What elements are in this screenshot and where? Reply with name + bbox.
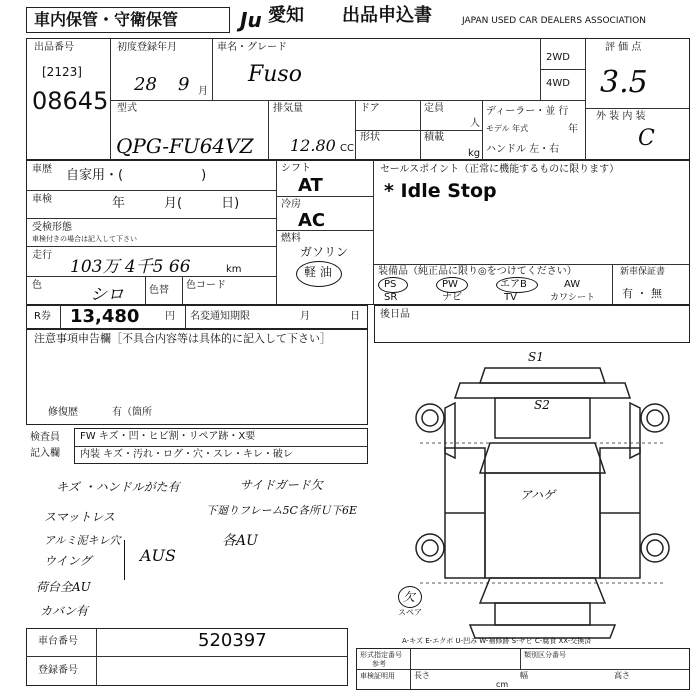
repair-value: 有（箇所 [112,407,152,418]
cert-label: 車検証明用 [360,672,395,680]
notes-label: 注意事項申告欄［不具合内容等は具体的に記入して下さい］ [34,332,331,345]
hw-note-5: アルミ泥キレ穴 [44,534,121,547]
ext-int-label: 外 装 内 装 [596,111,646,122]
cc-unit: CC [340,143,354,154]
rear-seal-box [374,305,690,343]
color-value: シロ [90,285,124,305]
damage-legend: A-キズ E-エクボ U-凹み W-補修跡 S-サビ C-腐食 XX-交換済 [402,637,592,645]
sales-point-label: セールスポイント（正常に機能するものに限ります） [380,164,620,175]
lot-number: 08645 [32,87,109,115]
shift-label: シフト [281,163,311,174]
length-label: 長さ [414,671,430,680]
mileage-value: 103万 4千5 66 [70,257,191,277]
fuel-value: ガソリン [300,245,349,259]
year-unit: 年 [568,124,578,135]
damage-mark-s2: S2 [534,398,550,412]
score-value: 3.5 [600,65,648,100]
fuel-label: 燃料 [281,233,301,244]
recycle-value: 13,480 [70,306,140,327]
equip-tv: TV [504,292,517,303]
load-label: 積載 [424,132,444,143]
inspector-row-2: 内装 キズ・汚れ・ログ・穴・スレ・キレ・破レ [80,449,293,460]
person-unit: 人 [470,118,480,129]
hw-note-3: スマットレス [44,510,115,524]
hw-bracket [124,540,133,580]
category-label: 類別区分番号 [524,651,566,659]
rear-seal-label: 後日品 [380,309,410,320]
repair-label: 修復歴 [48,407,78,418]
color-code-label: 色コード [186,280,226,291]
lot-label: 出品番号 [34,42,74,53]
displacement-value: 12.80 [290,136,336,155]
mileage-label: 走行 [32,250,52,261]
nc-month-unit: 月 [300,311,310,322]
first-reg-month: 9 [178,74,190,95]
shift-value: AT [298,175,323,196]
reg-label: 登録番号 [38,665,78,676]
airbag-circle [496,277,538,293]
shape-label: 形状 [360,132,380,143]
hw-note-6: 各AU [222,533,258,549]
handle-label: ハンドル 左・右 [486,144,560,155]
color-label: 色 [32,280,42,291]
chassis-label: 車台番号 [38,636,78,647]
form-label: 受検形態 [32,222,72,233]
inspector-row-1: FW キズ・凹・ヒビ割・リペア跡・X要 [80,431,256,442]
inspector-section [26,428,368,464]
ju-logo: Ju [240,8,262,32]
cm-unit: cm [496,680,509,689]
sales-point-value: * Idle Stop [384,180,497,202]
nc-day-unit: 日 [350,311,360,322]
hw-note-1: キズ ・ハンドルがた有 [56,480,180,494]
first-reg-year: 28 [134,74,157,95]
equip-sr: SR [384,292,398,303]
hw-note-9: 荷台全AU [36,580,91,594]
damage-mark-s1: S1 [528,350,544,364]
km-unit: km [226,264,242,275]
equip-ps: PS [384,279,397,290]
spare-mark: 欠 [403,590,416,604]
displacement-label: 排気量 [273,103,303,114]
history-value: 自家用・( ) [66,168,207,183]
hw-note-8: AUS [140,546,176,565]
equip-aw: AW [564,279,581,290]
form-note: 車検付きの場合は記入して下さい [32,235,137,243]
aircon-value: AC [298,210,326,231]
equip-navi: ナビ [442,292,462,303]
first-reg-label: 初度登録年月 [117,42,177,53]
equipment-label: 装備品（純正品に限り◎をつけてください） [378,266,577,277]
ps-circle [378,277,408,293]
aircon-label: 冷房 [281,199,301,210]
inspection-label: 車検 [32,194,52,205]
equipment-grid [378,279,608,305]
dealer-label: ディーラー・並 行 [486,106,569,117]
fuel-diesel: 軽 油 [304,265,332,279]
new-warranty-label: 新車保証書 [620,267,666,277]
chassis-value: 520397 [198,630,267,651]
car-name: Fuso [248,62,302,87]
header [0,0,700,40]
hw-note-7: ウイング [44,554,92,568]
org-english: JAPAN USED CAR DEALERS ASSOCIATION [462,16,646,26]
hw-note-2: サイドガード欠 [240,478,323,492]
car-name-label: 車名・グレード [217,42,287,53]
equip-airbag: エアB [500,279,527,290]
form-title: 出品申込書 [342,5,432,26]
history-label: 車歴 [32,164,52,175]
org-name: 愛知 [268,5,304,26]
storage-note: 車内保管・守衛保管 [34,10,179,29]
color-swap-label: 色替 [149,285,169,296]
interior-grade: C [638,126,655,151]
score-label: 評 価 点 [605,42,642,53]
hw-note-4: 下廻りフレーム5C各所Ｕ下6E [206,504,358,517]
drive-4wd: 4WD [546,78,570,89]
spare-label: スペア [398,608,422,617]
width-label: 幅 [520,671,528,680]
yen-unit: 円 [165,311,175,322]
model-value: QPG-FU64VZ [116,134,254,158]
hw-note-10: カバン有 [40,604,89,618]
model-year-label: モデル 年式 [486,124,529,133]
first-reg-month-unit: 月 [198,86,208,97]
equip-seat: カワシート [550,293,596,303]
type-label: 形式指定番号 [360,651,402,659]
warranty-value: 有 ・ 無 [622,287,662,300]
lot-sub: [2123] [42,65,82,79]
drive-2wd: 2WD [546,52,570,63]
kg-unit: kg [468,148,481,159]
name-change-label: 名変通知期限 [190,311,250,322]
damage-mark-center: アハゲ [520,488,556,502]
recycle-label: R券 [34,311,51,322]
inspection-value: 年 月( 日) [112,196,240,211]
pw-circle [436,277,468,293]
equip-pw: PW [442,279,458,290]
model-label: 型式 [117,103,137,114]
capacity-label: 定員 [424,103,444,114]
inspector-label-2: 記入欄 [30,448,60,459]
type-ref: 参考 [372,660,386,668]
door-label: ドア [360,103,380,114]
height-label: 高さ [614,671,630,680]
inspector-label-1: 検査員 [30,432,60,443]
